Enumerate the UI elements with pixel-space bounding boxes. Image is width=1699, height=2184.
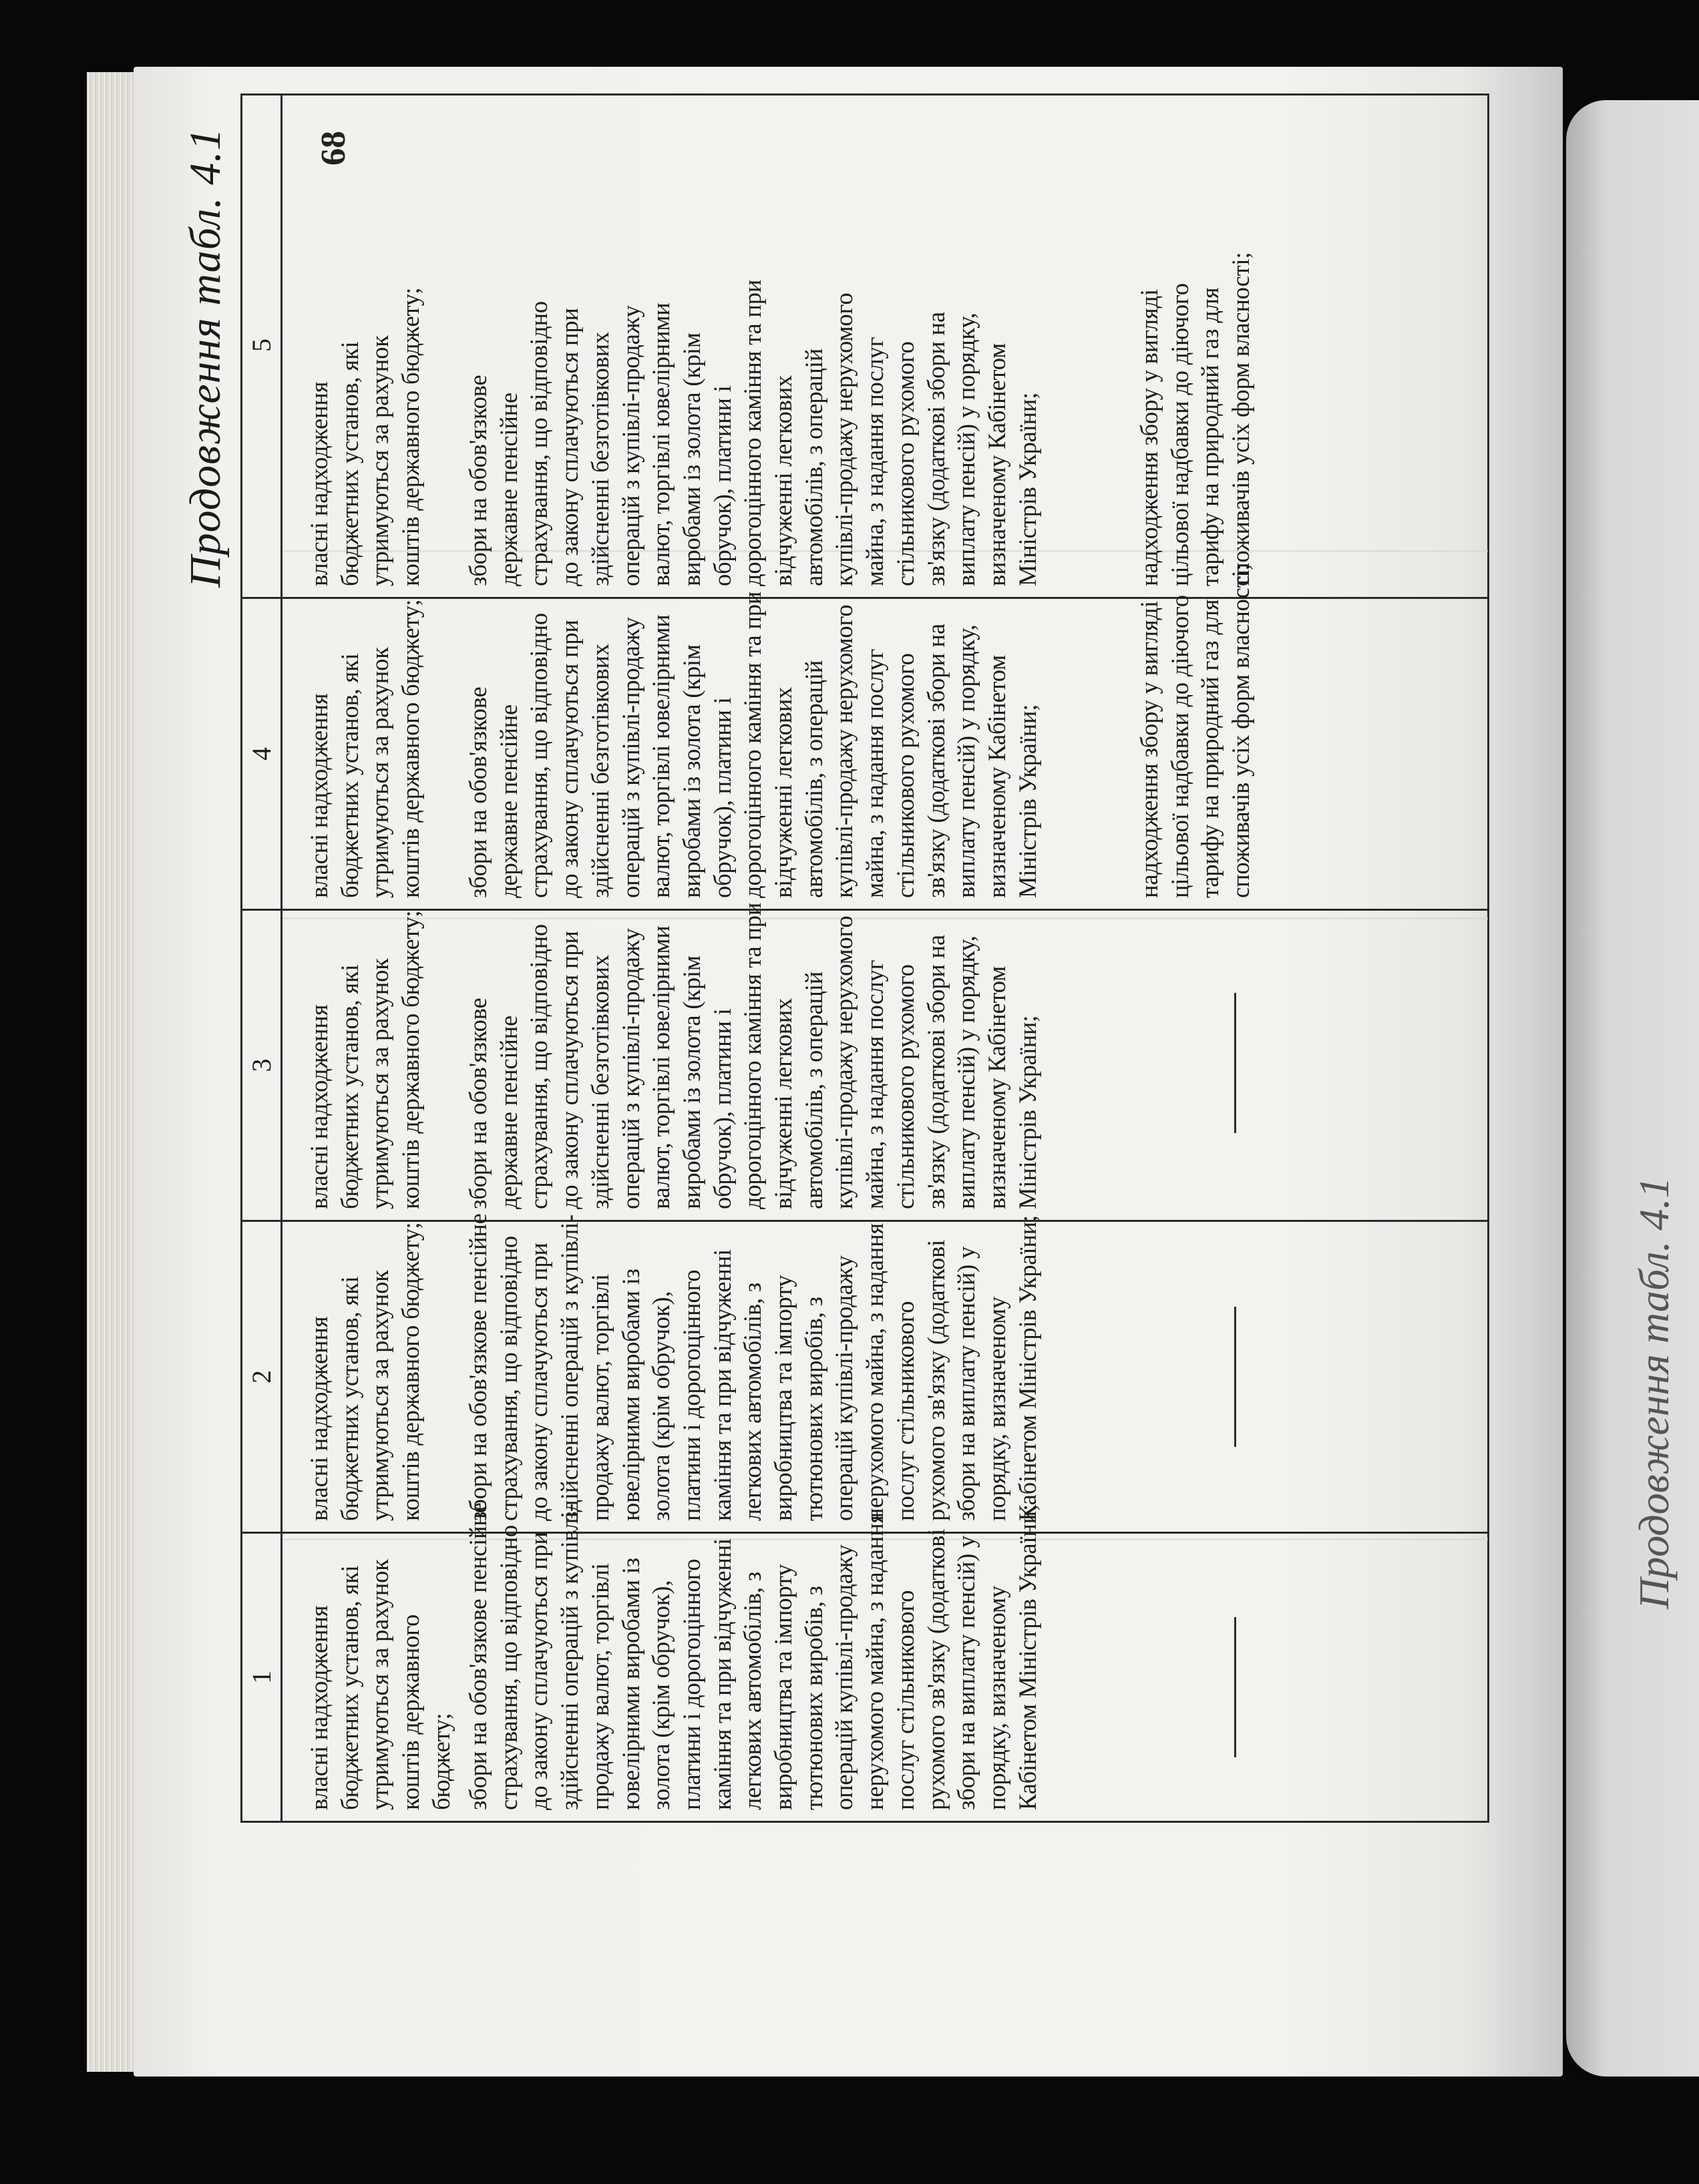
cell-text-line: власні надходження — [305, 1316, 333, 1521]
cell-text-line: тарифу на природний газ для — [1196, 599, 1224, 898]
cell-text-line: обручок), платини і — [708, 1008, 736, 1209]
page-number: 68 — [315, 131, 353, 166]
cell-text-line: продажу валют, торгівлі — [586, 1563, 614, 1810]
cell-text-line: здійсненні операцій з купівлі- — [556, 1504, 584, 1810]
cell-text-line: купівлі-продажу нерухомого — [830, 292, 858, 586]
cell-text-line: операцій з купівлі-продажу — [616, 305, 644, 586]
cell-text-line: коштів державного бюджету; — [397, 1222, 425, 1521]
column-header-3: 3 — [246, 1058, 276, 1072]
column-header-4: 4 — [246, 747, 276, 760]
cell-text-line: страхування, що відповідно — [494, 1236, 522, 1521]
cell-text-line: здійсненні безготівкових — [586, 644, 614, 898]
column-header-2: 2 — [246, 1370, 276, 1383]
cell-text-line: споживачів усіх форм власності; — [1227, 564, 1255, 898]
cell-text-line: бюджетних установ, які — [335, 1565, 363, 1810]
cell-text-line: тютюнових виробів, з — [799, 1586, 827, 1810]
cell-text-line: здійсненні операцій з купівлі- — [556, 1215, 584, 1521]
cell-text-line: відчуженні легкових — [769, 686, 797, 898]
cell-text-line: до закону сплачуються при — [556, 308, 584, 586]
cell-text-line: державне пенсійне — [494, 392, 522, 586]
cell-text-line: збори на обов'язкове пенсійне — [464, 1213, 492, 1521]
cell-text-line: купівлі-продажу нерухомого — [830, 915, 858, 1209]
cell-text-line: каміння та при відчуженні — [708, 1538, 736, 1810]
cell-text-line: виробництва та імпорту — [769, 1275, 797, 1521]
cell-text-line: визначеному Кабінетом — [982, 965, 1010, 1209]
cell-text-line: легкових автомобілів, з — [739, 1283, 767, 1521]
cell-text-line: виробами із золота (крім — [677, 955, 705, 1209]
cell-text-line: збори на обов'язкове пенсійне — [464, 1502, 492, 1810]
cell-text-line: Міністрів України; — [1013, 1015, 1041, 1209]
next-page-edge — [1566, 100, 1699, 2077]
cell-text-line: цільової надбавки до діючого — [1165, 283, 1193, 586]
cell-text-line: зв'язку (додаткові збори на — [922, 312, 950, 586]
cell-text-line: власні надходження — [305, 1605, 333, 1810]
cell-text-line: до закону сплачуються при — [556, 620, 584, 898]
cell-text-line: зв'язку (додаткові збори на — [922, 624, 950, 898]
cell-text-line: до закону сплачуються при — [556, 931, 584, 1209]
empty-cell-dash-col-3 — [1234, 993, 1236, 1133]
data-table — [240, 93, 1489, 1823]
cell-text-line: виробництва та імпорту — [769, 1564, 797, 1810]
cell-text-line: валют, торгівлі ювелірними — [647, 925, 675, 1209]
empty-cell-dash-col-2 — [1234, 1307, 1236, 1447]
cell-text-line: державне пенсійне — [494, 704, 522, 898]
cell-text-line: збори на виплату пенсій) у — [952, 1246, 980, 1521]
cell-text-line: операцій з купівлі-продажу — [616, 928, 644, 1209]
cell-text-line: рухомого зв'язку (додаткові — [922, 1528, 950, 1810]
cell-text-line: ювелірними виробами із — [616, 1269, 644, 1521]
cell-text-line: золота (крім обручок), — [647, 1291, 675, 1521]
cell-text-line: тютюнових виробів, з — [799, 1297, 827, 1521]
table-cell — [463, 1502, 1043, 1810]
cell-text-line: порядку, визначеному — [982, 1297, 1010, 1521]
cell-text-line: утримуються за рахунок — [366, 647, 394, 898]
cell-text-line: визначеному Кабінетом — [982, 343, 1010, 586]
cell-text-line: відчуженні легкових — [769, 375, 797, 586]
cell-text-line: платини і дорогоцінного — [677, 1269, 705, 1521]
table-cell — [463, 903, 1043, 1209]
cell-text-line: дорогоцінного каміння та при — [739, 591, 767, 898]
cell-text-line: продажу валют, торгівлі — [586, 1274, 614, 1521]
cell-text-line: бюджету; — [427, 1713, 455, 1810]
cell-text-line: коштів державного бюджету; — [397, 910, 425, 1209]
cell-text-line: збори на обов'язкове — [464, 375, 492, 586]
column-header-1: 1 — [246, 1671, 276, 1684]
cell-text-line: порядку, визначеному — [982, 1586, 1010, 1810]
cell-text-line: автомобілів, з операцій — [799, 660, 827, 898]
cell-text-line: операцій купівлі-продажу — [830, 1255, 858, 1521]
cell-text-line: власні надходження — [305, 693, 333, 898]
cell-text-line: збори на виплату пенсій) у — [952, 1535, 980, 1810]
table-cell — [304, 1223, 426, 1521]
cell-text-line: здійсненні безготівкових — [586, 955, 614, 1209]
cell-text-line: послуг стільникового — [891, 1590, 919, 1810]
cell-text-line: виробами із золота (крім — [677, 333, 705, 586]
cell-text-line: утримуються за рахунок — [366, 335, 394, 586]
cell-text-line: каміння та при відчуженні — [708, 1249, 736, 1521]
cell-text-line: коштів державного бюджету; — [397, 599, 425, 898]
cell-text-line: виплату пенсій) у порядку, — [952, 312, 980, 586]
cell-text-line: нерухомого майна, з надання — [861, 1512, 889, 1810]
cell-text-line: утримуються за рахунок — [366, 958, 394, 1209]
cell-text-line: коштів державного — [397, 1614, 425, 1810]
cell-text-line: ювелірними виробами із — [616, 1558, 644, 1810]
cell-text-line: операцій з купівлі-продажу — [616, 617, 644, 898]
cell-text-line: автомобілів, з операцій — [799, 348, 827, 586]
cell-text-line: споживачів усіх форм власності; — [1227, 252, 1255, 586]
cell-text-line: купівлі-продажу нерухомого — [830, 604, 858, 898]
cell-text-line: відчуженні легкових — [769, 998, 797, 1209]
cell-text-line: майна, з надання послуг — [861, 337, 889, 586]
cell-text-line: власні надходження — [305, 1004, 333, 1209]
table-cell — [1134, 564, 1256, 898]
cell-text-line: автомобілів, з операцій — [799, 971, 827, 1209]
cell-text-line: Міністрів України; — [1013, 704, 1041, 898]
cell-text-line: валют, торгівлі ювелірними — [647, 302, 675, 586]
cell-text-line: бюджетних установ, які — [335, 1276, 363, 1521]
cell-text-line: операцій купівлі-продажу — [830, 1544, 858, 1810]
cell-text-line: платини і дорогоцінного — [677, 1558, 705, 1810]
cell-text-line: бюджетних установ, які — [335, 964, 363, 1209]
cell-text-line: бюджетних установ, які — [335, 653, 363, 898]
cell-text-line: бюджетних установ, які — [335, 341, 363, 586]
cell-text-line: рухомого зв'язку (додаткові — [922, 1239, 950, 1521]
cell-text-line: до закону сплачуються при — [525, 1532, 553, 1810]
cell-text-line: зв'язку (додаткові збори на — [922, 935, 950, 1209]
cell-text-line: стільникового рухомого — [891, 964, 919, 1209]
cell-text-line: дорогоцінного каміння та при — [739, 902, 767, 1209]
cell-text-line: страхування, що відповідно — [494, 1525, 522, 1810]
cell-text-line: власні надходження — [305, 381, 333, 586]
cell-text-line: стільникового рухомого — [891, 653, 919, 898]
cell-text-line: золота (крім обручок), — [647, 1580, 675, 1810]
cell-text-line: виплату пенсій) у порядку, — [952, 935, 980, 1209]
cell-text-line: тарифу на природний газ для — [1196, 287, 1224, 586]
cell-text-line: Кабінетом Міністрів України; — [1013, 1215, 1041, 1521]
cell-text-line: майна, з надання послуг — [861, 648, 889, 898]
cell-text-line: страхування, що відповідно — [525, 301, 553, 586]
cell-text-line: визначеному Кабінетом — [982, 654, 1010, 898]
table-cell — [463, 592, 1043, 898]
empty-cell-dash-col-1 — [1234, 1617, 1236, 1757]
cell-text-line: до закону сплачуються при — [525, 1243, 553, 1521]
cell-text-line: утримуються за рахунок — [366, 1270, 394, 1521]
cell-text-line: виплату пенсій) у порядку, — [952, 624, 980, 898]
cell-text-line: державне пенсійне — [494, 1015, 522, 1209]
cell-text-line: обручок), платини і — [708, 385, 736, 586]
cell-text-line: збори на обов'язкове — [464, 998, 492, 1209]
next-page-continuation-title: Продовження табл. 4.1 — [1630, 1176, 1678, 1609]
table-cell — [463, 280, 1043, 586]
cell-text-line: валют, торгівлі ювелірними — [647, 614, 675, 898]
cell-text-line: утримуються за рахунок — [366, 1559, 394, 1810]
cell-text-line: майна, з надання послуг — [861, 959, 889, 1209]
table-cell — [304, 911, 426, 1209]
cell-text-line: послуг стільникового — [891, 1301, 919, 1521]
cell-text-line: здійсненні безготівкових — [586, 332, 614, 586]
cell-text-line: збори на обов'язкове — [464, 686, 492, 898]
cell-text-line: надходження збору у вигляді — [1135, 289, 1163, 586]
table-cell — [304, 1559, 457, 1810]
column-header-5: 5 — [246, 339, 276, 352]
cell-text-line: цільової надбавки до діючого — [1165, 595, 1193, 898]
cell-text-line: стільникового рухомого — [891, 341, 919, 586]
table-cell — [463, 1213, 1043, 1521]
rotated-page-content — [134, 67, 1563, 2077]
cell-text-line: легкових автомобілів, з — [739, 1572, 767, 1810]
cell-text-line: страхування, що відповідно — [525, 613, 553, 898]
cell-text-line: виробами із золота (крім — [677, 644, 705, 898]
cell-text-line: коштів державного бюджету; — [397, 287, 425, 586]
table-cell — [1134, 252, 1256, 586]
cell-text-line: надходження збору у вигляді — [1135, 601, 1163, 898]
cell-text-line: Міністрів України; — [1013, 392, 1041, 586]
cell-text-line: обручок), платини і — [708, 697, 736, 898]
cell-text-line: Кабінетом Міністрів України; — [1013, 1504, 1041, 1810]
table-cell — [304, 600, 426, 898]
cell-text-line: дорогоцінного каміння та при — [739, 279, 767, 586]
cell-text-line: нерухомого майна, з надання — [861, 1223, 889, 1521]
table-cell — [304, 288, 426, 586]
continuation-title: Продовження табл. 4.1 — [181, 128, 230, 588]
cell-text-line: страхування, що відповідно — [525, 924, 553, 1209]
